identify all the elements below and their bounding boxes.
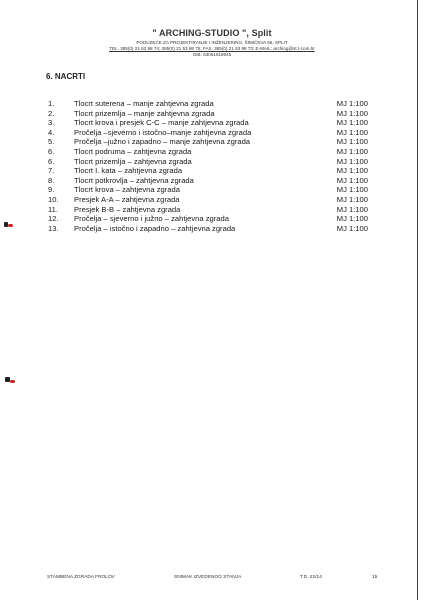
drawing-scale: MJ 1:100 bbox=[336, 214, 368, 224]
footer-project: STAMBENA ZGRADA FROLOV bbox=[47, 575, 115, 580]
list-item bbox=[48, 118, 368, 128]
drawing-number: 5. bbox=[48, 137, 55, 147]
drawing-number: 8. bbox=[48, 175, 55, 185]
drawing-number: 12. bbox=[48, 214, 59, 224]
binder-hole-mark bbox=[8, 224, 13, 227]
drawing-number: 6. bbox=[48, 146, 55, 156]
company-subtitle: PODUZEĆE ZA PROJEKTIRANJE I INŽENJERING, ŠIMIĆEVA 56, SPLIT bbox=[136, 40, 288, 45]
drawing-title: Tlocrt suterena – manje zahtjevna zgrada bbox=[74, 99, 214, 108]
list-item bbox=[48, 205, 368, 215]
drawing-number: 2. bbox=[48, 108, 55, 118]
drawing-scale: MJ 1:100 bbox=[336, 156, 368, 166]
list-item bbox=[48, 185, 368, 195]
letterhead bbox=[0, 28, 424, 57]
list-item bbox=[48, 195, 368, 205]
drawing-scale: MJ 1:100 bbox=[336, 175, 368, 185]
drawing-number: 6. bbox=[48, 156, 55, 166]
drawing-title: Tlocrt I. kata – zahtjevna zgrada bbox=[74, 166, 183, 176]
drawing-number: 11. bbox=[48, 204, 58, 214]
drawing-number: 9. bbox=[48, 185, 55, 195]
footer-page-number: 15 bbox=[372, 575, 378, 580]
drawing-title: Presjek A-A – zahtjevna zgrada bbox=[74, 194, 180, 204]
section-title: 6. NACRTI bbox=[46, 72, 86, 81]
company-oib: OIB: 63051518045 bbox=[192, 52, 232, 57]
drawing-scale: MJ 1:100 bbox=[336, 137, 368, 147]
drawing-scale: MJ 1:100 bbox=[336, 185, 368, 195]
list-item bbox=[48, 214, 368, 224]
binder-hole-mark bbox=[10, 380, 15, 383]
list-item bbox=[48, 224, 368, 234]
drawing-scale: MJ 1:100 bbox=[336, 108, 368, 118]
list-item bbox=[48, 147, 368, 157]
list-item bbox=[48, 109, 368, 119]
page-edge bbox=[417, 0, 418, 600]
drawing-title: Tlocrt podruma – zahtjevna zgrada bbox=[74, 146, 192, 156]
drawing-scale: MJ 1:100 bbox=[336, 127, 368, 137]
drawing-number: 1. bbox=[48, 99, 55, 108]
drawing-scale: MJ 1:100 bbox=[336, 118, 368, 128]
drawing-number: 10. bbox=[48, 194, 59, 204]
company-name: " ARCHING-STUDIO ", Split bbox=[152, 28, 272, 38]
drawing-scale: MJ 1:100 bbox=[336, 166, 368, 176]
drawing-list bbox=[48, 99, 368, 233]
company-contact: TEL. 385(0) 21 53 98 74; 385(0) 21 53 98 75; FAX. 385(0) 21 53 98 73; E-MAIL: arching@st.t-com.hr bbox=[109, 46, 315, 51]
drawing-scale: MJ 1:100 bbox=[336, 146, 368, 156]
drawing-number: 13. bbox=[48, 223, 59, 233]
drawing-title: Tlocrt prizemlja – manje zahtjevna zgrada bbox=[74, 108, 215, 118]
list-item bbox=[48, 128, 368, 138]
list-item bbox=[48, 157, 368, 167]
drawing-scale: MJ 1:100 bbox=[336, 194, 368, 204]
drawing-title: Pročelja –sjeverno i istočno–manje zahtjevna zgrada bbox=[74, 127, 252, 137]
drawing-number: 7. bbox=[48, 166, 55, 176]
drawing-title: Tlocrt prizemlja – zahtjevna zgrada bbox=[74, 156, 192, 166]
drawing-number: 3. bbox=[48, 118, 55, 128]
drawing-title: Presjek B-B – zahtjevna zgrada bbox=[74, 204, 181, 214]
drawing-scale: MJ 1:100 bbox=[336, 223, 368, 233]
drawing-title: Pročelja – istočno i zapadno – zahtjevna zgrada bbox=[74, 223, 236, 233]
list-item bbox=[48, 137, 368, 147]
drawing-title: Pročelja –južno i zapadno – manje zahtjevna zgrada bbox=[74, 137, 251, 147]
drawing-scale: MJ 1:100 bbox=[336, 99, 368, 108]
list-item bbox=[48, 176, 368, 186]
footer-document: SNIMAK IZVEDENOG STANJA bbox=[174, 575, 242, 580]
drawing-title: Tlocrt krova – zahtjevna zgrada bbox=[74, 185, 180, 195]
drawing-scale: MJ 1:100 bbox=[336, 204, 368, 214]
drawing-title: Pročelja – sjeverno i južno – zahtjevna zgrada bbox=[74, 214, 229, 224]
drawing-number: 4. bbox=[48, 127, 55, 137]
list-item bbox=[48, 99, 368, 109]
drawing-title: Tlocrt krova i presjek C-C – manje zahtjevna zgrada bbox=[74, 118, 249, 128]
footer-td-number: T.D. 22/14 bbox=[300, 575, 322, 580]
list-item bbox=[48, 166, 368, 176]
drawing-title: Tlocrt potkrovlja – zahtjevna zgrada bbox=[74, 175, 194, 185]
